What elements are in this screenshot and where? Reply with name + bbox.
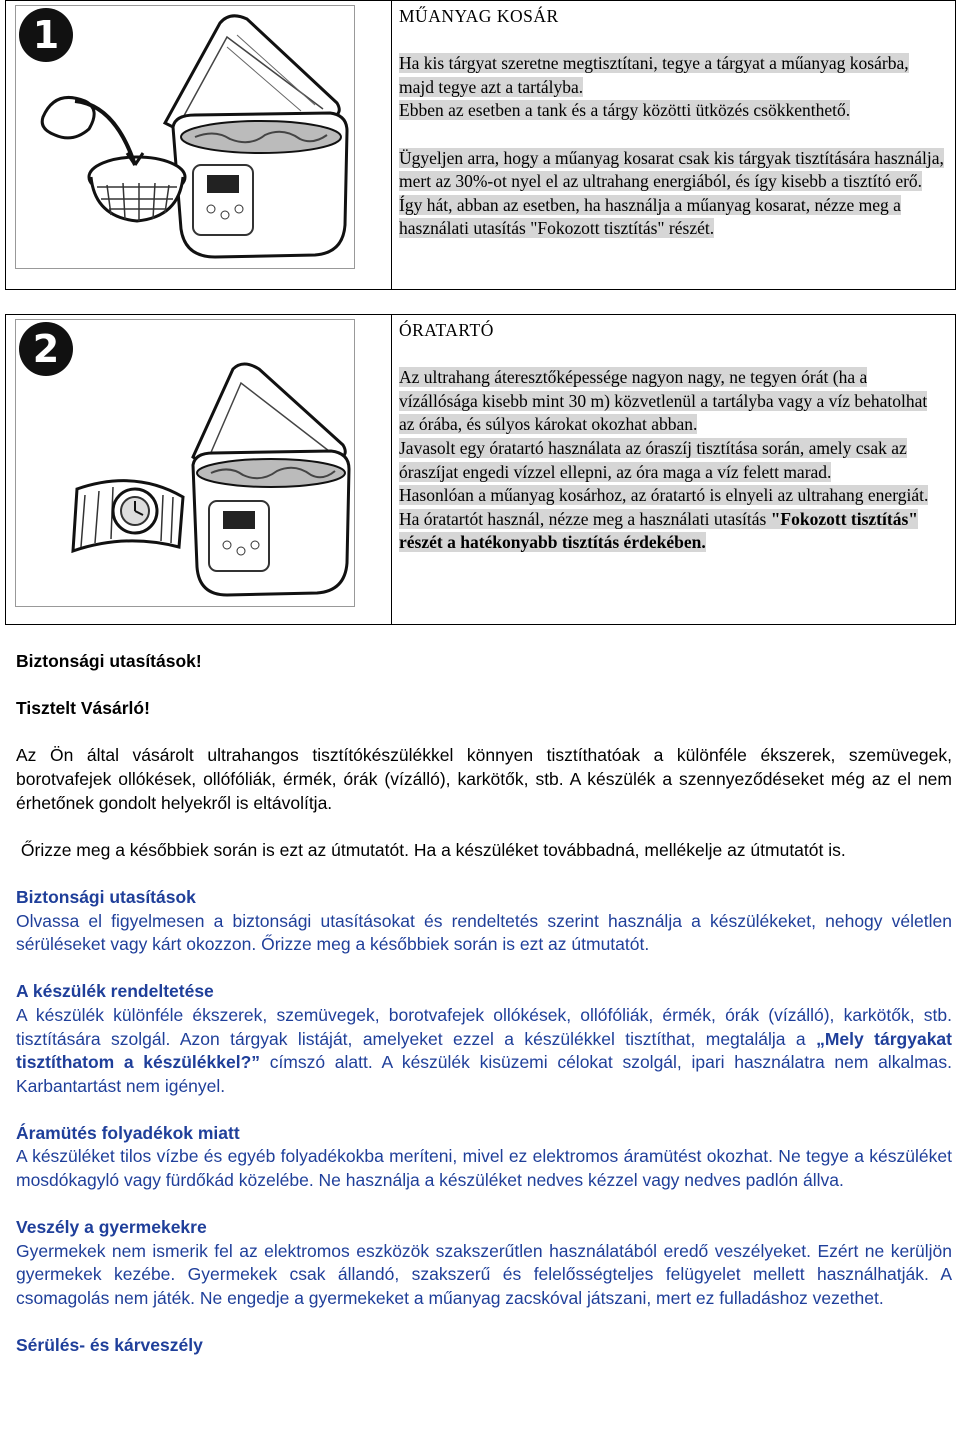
watch-holder-section [5,314,956,625]
ultrasonic-cleaner-basket-drawing [15,5,355,269]
svg-text:1: 1 [32,13,60,57]
greeting: Tisztelt Vásárló! [16,698,150,719]
children-heading: Veszély a gyermekekre [16,1217,207,1238]
section-paragraph: Az ultrahang áteresztőképessége nagyon nagy, ne tegyen órát (ha a vízállósága kisebb mint 30 m) közvetlenül a tartályba vagy a víz behatolhat az órába, és súlyos károkat okozhat abban. Javasolt egy óratartó használata az óraszíj tisztítása során, amely csak az óraszíjat engedi vízzel ellepni, az óra maga a víz felett marad. Hasonlóan a műanyag kosárhoz, az óratartó is elnyeli az ultrahang energiát. Ha óratartót használ, nézze meg a használati utasítás "Fokozott tisztítás" részét a hatékonyabb tisztítás érdekében. [399,367,929,553]
ultrasonic-cleaner-watch-drawing [15,319,355,607]
keep-paragraph: Őrizze meg a későbbiek során is ezt az útmutatót. Ha a készüléket továbbadná, mellékelje az útmutatót is. [16,839,846,860]
purpose-heading: A készülék rendeltetése [16,981,214,1002]
basket-section [5,0,956,290]
svg-text:2: 2 [32,327,60,371]
section-title: MŰANYAG KOSÁR [399,6,559,26]
section-paragraph: Ha kis tárgyat szeretne megtisztítani, tegye a tárgyat a műanyag kosárba, majd tegye azt a tartályba. Ebben az esetben a tank és a tárgy közötti ütközés csökkenthető. [399,53,909,121]
shock-paragraph: A készüléket tilos vízbe és egyéb folyadékokba meríteni, mivel ez elektromos áramütést okozhat. Ne tegye a készüléket mosdókagyló vagy fürdőkád közelébe. Ne használja a készüléket nedves kézzel vagy nedves padlón állva. [16,1146,952,1191]
section-paragraph: Ügyeljen arra, hogy a műanyag kosarat csak kis tárgyak tisztítására használja, mert az 30%-ot nyel el az ultrahang energiából, és így kisebb a tisztító erő. Így hát, abban az esetben, ha használja a műanyag kosarat, nézze meg a használati utasítás "Fokozott tisztítás" részét. [399,147,944,239]
injury-heading: Sérülés- és kárveszély [16,1335,203,1356]
safety-instructions [16,650,952,1358]
safety-paragraph: Olvassa el figyelmesen a biztonsági utasításokat és rendeltetés szerint használja a készülékeket, nehogy véletlen sérüléseket vagy kárt okozzon. Őrizze meg a későbbiek során is ezt az útmutatót. [16,910,952,955]
basket-illustration [15,5,355,269]
watch-holder-illustration [15,319,355,607]
intro-paragraph: Az Ön által vásárolt ultrahangos tisztítókészülékkel könnyen tisztíthatóak a különféle ékszerek, szemüvegek, borotvafejek ollókések, ollófóliák, érmék, órák (vízálló), karkötők, stb. A készülék a szennyeződéseket még az el nem érhetőnek gondolt helyekről is eltávolítja. [16,745,952,813]
safety-heading-main: Biztonsági utasítások! [16,651,202,671]
children-paragraph: Gyermekek nem ismerik fel az elektromos eszközök szakszerűtlen használatából eredő veszélyeket. Ezért ne kerüljön gyermekek kezébe. Gyermekek csak állandó, szakszerű és felelősségteljes felügyelet mellett használhatják. A csomagolás nem játék. Ne engedje a gyermekeket a műanyag zacskóval játszani, mert ez fulladáshoz vezethet. [16,1240,952,1309]
shock-heading: Áramütés folyadékok miatt [16,1122,240,1143]
section-title: ÓRATARTÓ [399,320,494,340]
purpose-paragraph: A készülék különféle ékszerek, szemüvegek, borotvafejek ollókések, ollófóliák, érmék, órák (vízálló), karkötők, stb. tisztítására szolgál. Azon tárgyak listáját, amelyeket ezzel a készülékkel tisztíthat, megtalálja a „Mely tárgyakat tisztíthatom a készülékkel?” címszó alatt. A készülék kisüzemi célokat szolgál, ipari használatra nem alkalmas. Karbantartást nem igényel. [16,1004,952,1096]
safety-subheading: Biztonsági utasítások [16,886,196,907]
